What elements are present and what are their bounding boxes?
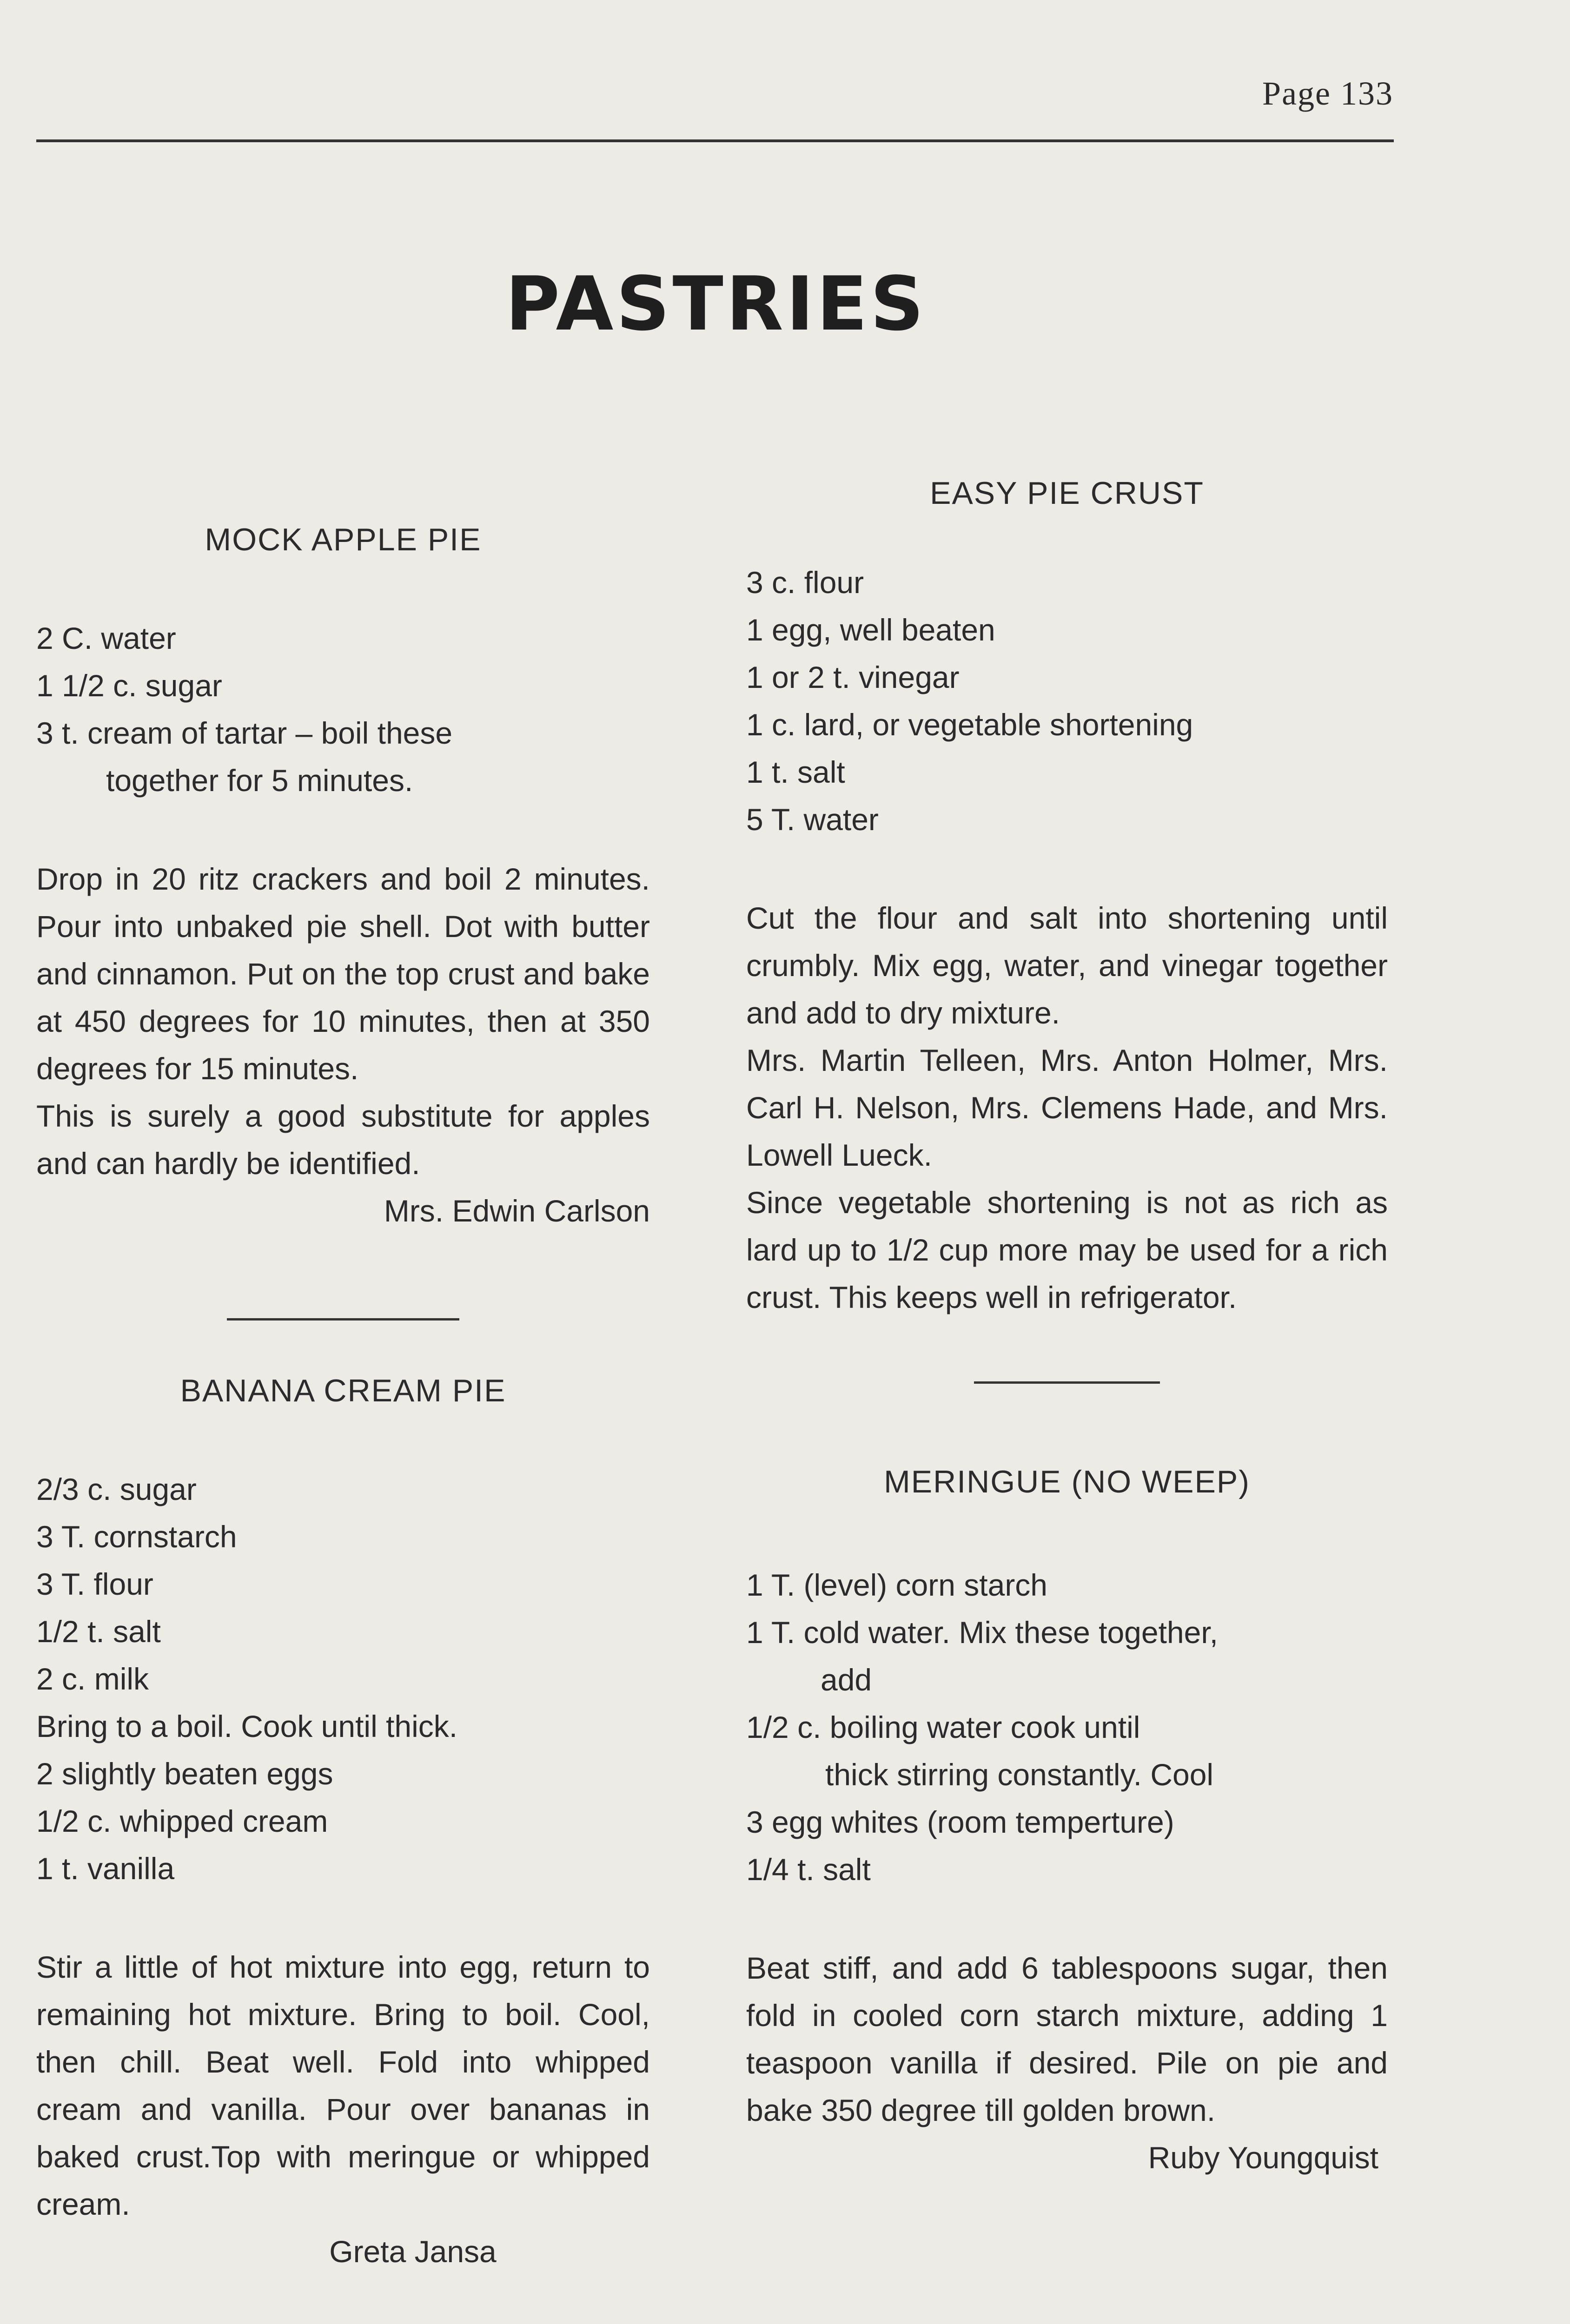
- ingredient-line: 3 t. cream of tartar – boil these: [36, 716, 453, 750]
- recipe-instructions: Drop in 20 ritz crackers and boil 2 minutes. Pour into unbaked pie shell. Dot with butter and cinnamon. Put on the top crust and bake at 450 degrees for 10 minutes, then at 350 degrees for 15 minutes.: [36, 862, 650, 1086]
- ingredient-line: 2 c. milk: [36, 1662, 149, 1696]
- right-column: [746, 469, 1388, 2181]
- recipe-author: Ruby Youngquist: [1148, 2140, 1378, 2175]
- ingredient-line: 3 egg whites (room temperture): [746, 1805, 1174, 1839]
- recipe-author: Greta Jansa: [329, 2234, 497, 2269]
- section-title: PASTRIES: [505, 260, 927, 347]
- recipe-note: This is surely a good substitute for apples and can hardly be identified.: [36, 1099, 650, 1181]
- ingredient-line: 1 t. vanilla: [36, 1851, 175, 1886]
- ingredient-line: thick stirring constantly. Cool: [825, 1757, 1214, 1792]
- ingredient-line: Bring to a boil. Cook until thick.: [36, 1709, 458, 1743]
- ingredient-line: 1 c. lard, or vegetable shortening: [746, 707, 1193, 742]
- header-rule: [36, 139, 1394, 142]
- ingredient-line: 2 C. water: [36, 621, 176, 655]
- recipe-title: BANANA CREAM PIE: [180, 1373, 506, 1408]
- ingredient-line: 3 c. flour: [746, 565, 864, 600]
- ingredient-line: 1/4 t. salt: [746, 1852, 871, 1887]
- recipe-note: Since vegetable shortening is not as rich as lard up to 1/2 cup more may be used for a rich crust. This keeps well in refrigerator.: [746, 1185, 1388, 1314]
- ingredient-line: 1/2 c. whipped cream: [36, 1804, 328, 1838]
- recipe-title: EASY PIE CRUST: [930, 475, 1204, 511]
- ingredient-line: 1/2 t. salt: [36, 1614, 161, 1649]
- ingredient-line: 3 T. cornstarch: [36, 1519, 237, 1554]
- ingredient-line: 3 T. flour: [36, 1567, 153, 1601]
- ingredient-line: 5 T. water: [746, 802, 879, 837]
- ingredient-line: 1 T. cold water. Mix these together,: [746, 1615, 1219, 1650]
- ingredient-line: 2/3 c. sugar: [36, 1472, 197, 1506]
- ingredient-line: 1 t. salt: [746, 755, 845, 789]
- recipe-instructions: Stir a little of hot mixture into egg, return to remaining hot mixture. Bring to boil. Cool, then chill. Beat well. Fold into whipped cream and vanilla. Pour over bananas in baked crust.Top with meringue or whipped cream.: [36, 1950, 650, 2221]
- left-column: [36, 516, 650, 2275]
- ingredient-line: 1 egg, well beaten: [746, 613, 995, 647]
- recipe-meringue: [746, 1458, 1388, 2181]
- recipe-easy-pie-crust: [746, 469, 1388, 1321]
- recipe-banana-cream-pie: [36, 1367, 650, 2275]
- ingredient-line: 2 slightly beaten eggs: [36, 1756, 333, 1791]
- ingredient-line: 1/2 c. boiling water cook until: [746, 1710, 1140, 1744]
- recipe-instructions: Beat stiff, and add 6 tablespoons sugar, then fold in cooled corn starch mixture, adding 1 teaspoon vanilla if desired. Pile on pie and bake 350 degree till golden brown.: [746, 1951, 1388, 2127]
- ingredient-line: 1 T. (level) corn starch: [746, 1568, 1048, 1602]
- recipe-instructions: Cut the flour and salt into shortening until crumbly. Mix egg, water, and vinegar together and add to dry mixture.: [746, 901, 1388, 1030]
- recipe-title: MERINGUE (NO WEEP): [884, 1464, 1250, 1499]
- recipe-title: MOCK APPLE PIE: [205, 522, 482, 557]
- ingredient-line: together for 5 minutes.: [106, 763, 413, 798]
- recipe-mock-apple-pie: [36, 516, 650, 1235]
- recipe-author: Mrs. Edwin Carlson: [384, 1194, 650, 1228]
- recipe-contributors: Mrs. Martin Telleen, Mrs. Anton Holmer, Mrs. Carl H. Nelson, Mrs. Clemens Hade, and Mrs. Lowell Lueck.: [746, 1043, 1388, 1172]
- ingredient-line: 1 1/2 c. sugar: [36, 668, 222, 703]
- ingredient-line: add: [821, 1663, 872, 1697]
- page-number: Page 133: [1262, 75, 1393, 112]
- ingredient-line: 1 or 2 t. vinegar: [746, 660, 960, 694]
